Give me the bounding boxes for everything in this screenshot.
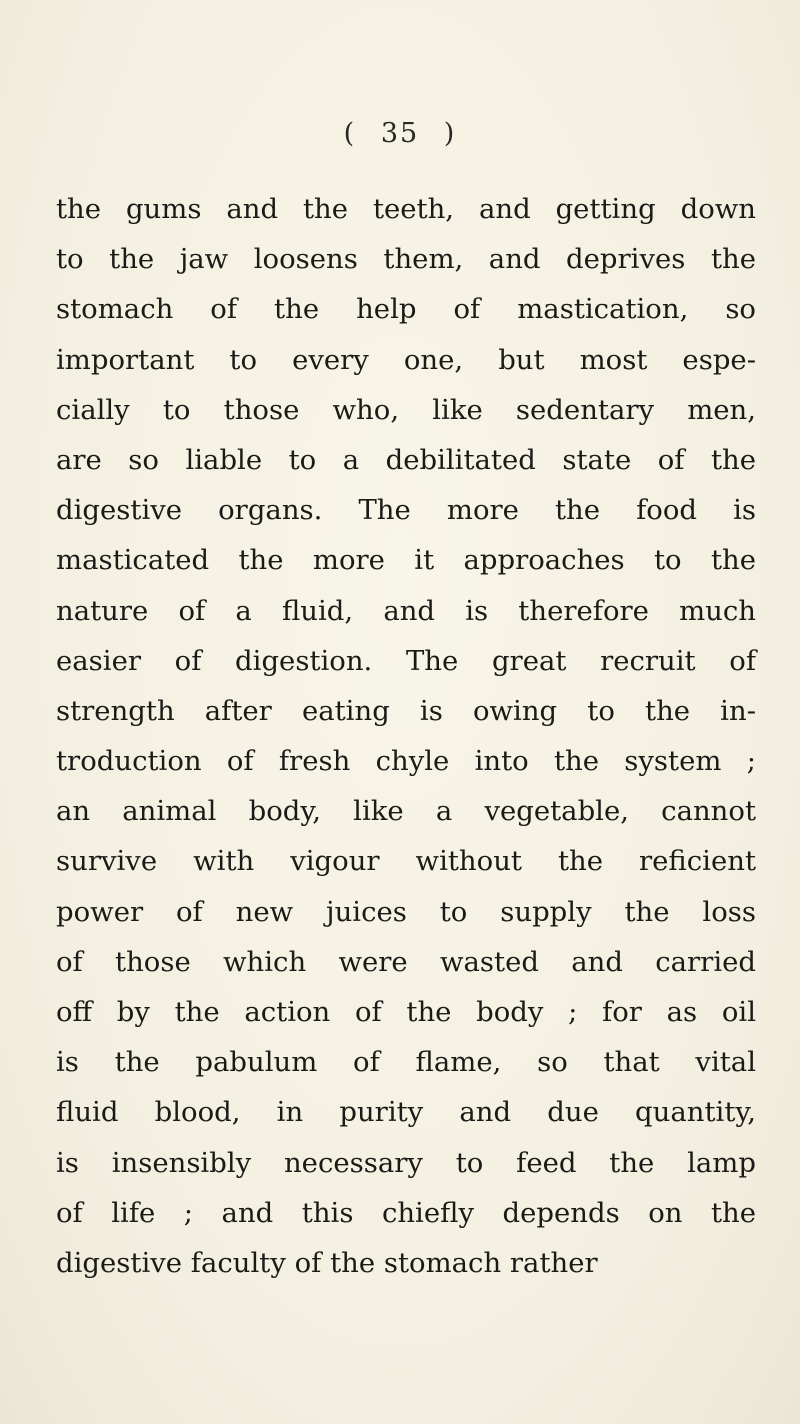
open-paren: (	[343, 118, 357, 149]
text-line: of life ; and this chiefly depends on the	[56, 1196, 756, 1229]
page-number-header	[0, 118, 800, 149]
text-line: masticated the more it approaches to the	[56, 544, 756, 577]
text-line: the gums and the teeth, and getting down	[56, 193, 756, 225]
text-line: are so liable to a debilitated state of the	[56, 443, 756, 476]
text-line: easier of digestion. The great recruit of	[56, 644, 756, 677]
text-line: an animal body, like a vegetable, cannot	[56, 795, 756, 828]
text-line: strength after eating is owing to the in-	[56, 694, 756, 727]
text-line: off by the action of the body ; for as oil	[56, 996, 756, 1028]
page-number: 35	[380, 118, 420, 149]
text-line: nature of a fluid, and is therefore much	[56, 594, 756, 627]
text-line: important to every one, but most espe-	[56, 343, 756, 376]
text-line: power of new juices to supply the loss	[56, 895, 756, 928]
text-line: of those which were wasted and carried	[56, 945, 756, 978]
text-line: fluid blood, in purity and due quantity,	[56, 1096, 756, 1129]
text-line: digestive organs. The more the food is	[56, 494, 756, 527]
text-line: cially to those who, like sedentary men,	[56, 393, 756, 426]
text-line: to the jaw loosens them, and deprives the	[56, 243, 756, 276]
text-line: stomach of the help of mastication, so	[56, 293, 756, 326]
close-paren: )	[443, 118, 457, 149]
text-line: troduction of fresh chyle into the system ;	[56, 745, 756, 778]
text-line: digestive faculty of the stomach rather	[56, 1246, 598, 1279]
text-line: is insensibly necessary to feed the lamp	[56, 1146, 756, 1179]
text-line: is the pabulum of flame, so that vital	[56, 1046, 756, 1079]
text-line: survive with vigour without the reficient	[56, 845, 756, 878]
body-text	[56, 184, 756, 1288]
